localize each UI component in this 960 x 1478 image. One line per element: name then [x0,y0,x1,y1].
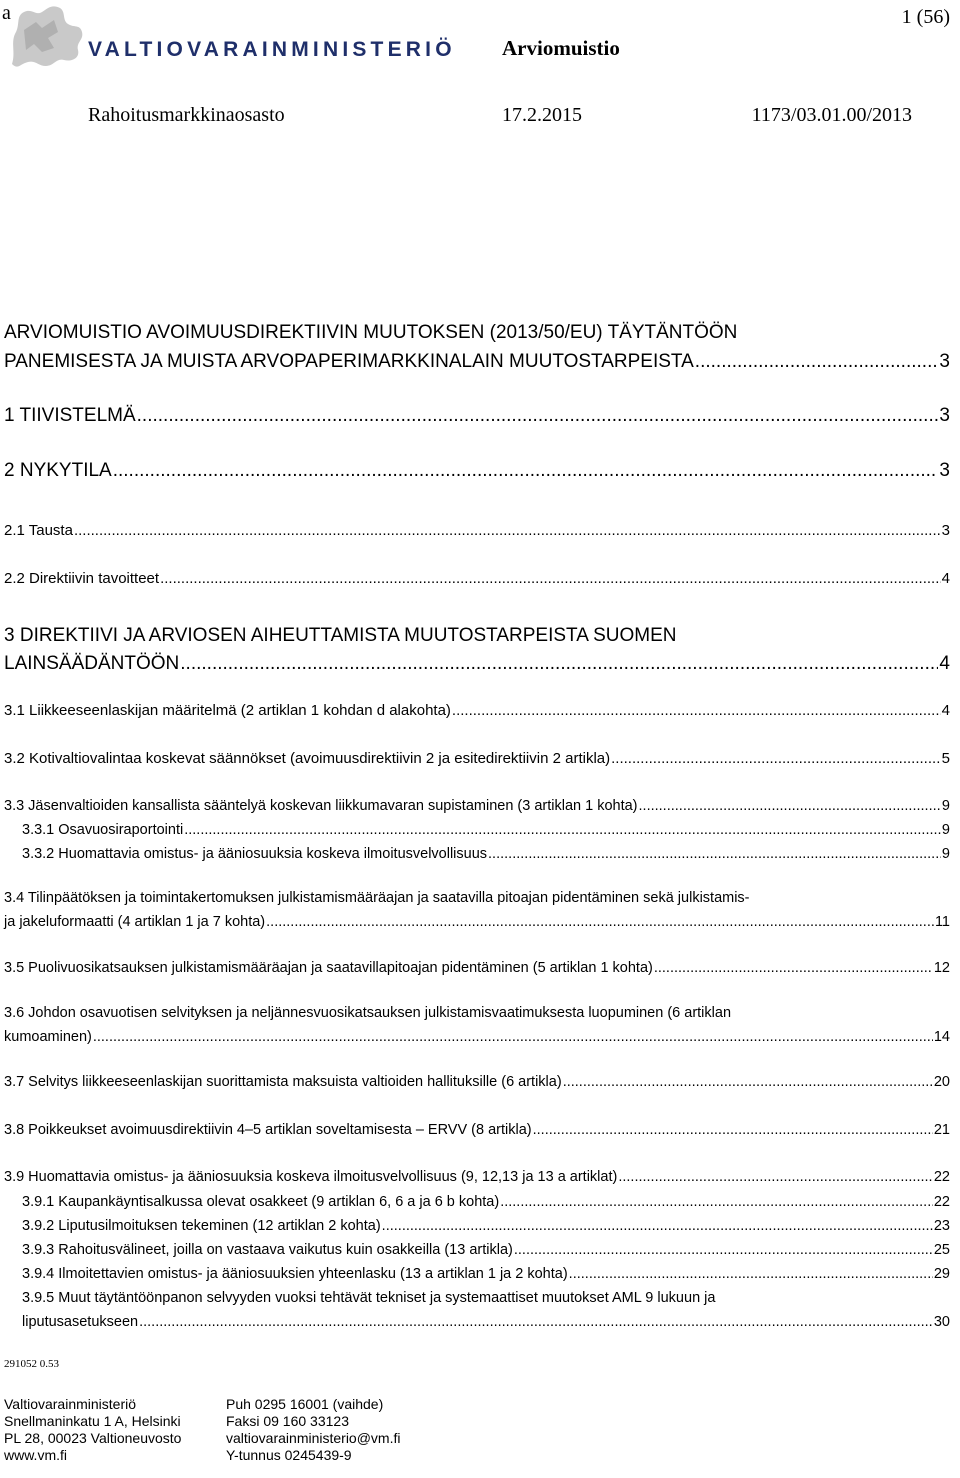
toc-page: 22 [933,1194,950,1210]
toc-entry-line[interactable]: ARVIOMUISTIO AVOIMUUSDIREKTIIVIN MUUTOKSEN (2013/50/EU) TÄYTÄNTÖÖN [4,322,738,343]
toc-entry-title: 3.9.1 Kaupankäyntisalkussa olevat osakkeet (9 artiklan 6, 6 a ja 6 b kohta) [22,1194,500,1210]
footer-fax: Faksi 09 160 33123 [226,1413,349,1429]
toc-entry-title: 3.9.3 Rahoitusvälineet, joilla on vastaava vaikutus kuin osakkeilla (13 artikla) [22,1242,513,1258]
toc-page: 4 [939,653,950,674]
toc-entry[interactable] [4,405,950,427]
toc-entry-title: kumoaminen) [4,1029,92,1045]
toc-entry-line[interactable]: 3.9.5 Muut täytäntöönpanon selvyyden vuoksi tehtävät tekniset ja systemaattiset muutokset AML 9 lukuun ja [22,1290,716,1306]
footer-contact-left [4,1396,181,1464]
toc-entry-title: 3.3.2 Huomattavia omistus- ja ääniosuuksia koskeva ilmoitusvelvollisuus [22,846,488,862]
date: 17.2.2015 [502,104,582,126]
footer-contact-right [226,1396,400,1464]
toc-page: 9 [941,798,950,814]
toc-entry-title: 3.1 Liikkeeseenlaskijan määritelmä (2 artiklan 1 kohdan d alakohta) [4,702,451,719]
toc-page: 5 [941,750,950,767]
toc-entry-title: 3.3 Jäsenvaltioiden kansallista sääntelyä koskevan liikkumavaran supistaminen (3 artiklan 1 kohta) [4,798,638,814]
toc-page: 4 [941,570,950,587]
toc-entry[interactable] [4,702,950,719]
toc-entry[interactable] [4,522,950,539]
corner-mark: a [2,2,11,24]
toc-entry-title: LAINSÄÄDÄNTÖÖN [4,653,180,674]
toc-entry[interactable] [4,750,950,767]
toc-entry-title: 2.1 Tausta [4,522,73,539]
toc-entry[interactable] [22,1266,950,1282]
toc-page: 4 [941,702,950,719]
toc-page: 21 [933,1122,950,1138]
toc-page: 12 [933,960,950,976]
toc-page: 30 [933,1314,950,1330]
toc-entry-title: 3.9.4 Ilmoitettavien omistus- ja ääniosuuksien yhteenlasku (13 a artiklan 1 ja 2 kohta) [22,1266,568,1282]
toc-entry[interactable] [4,960,950,976]
toc-entry[interactable] [4,460,950,482]
toc-entry-title: 3.5 Puolivuosikatsauksen julkistamismääräajan ja saatavillapitoajan pidentäminen (5 artiklan 1 kohta) [4,960,653,976]
toc-entry[interactable] [22,1314,950,1330]
toc-entry[interactable] [22,1218,950,1234]
toc-entry-title: 2 NYKYTILA [4,460,112,481]
ministry-logo-text: VALTIOVARAINMINISTERIÖ [88,38,456,61]
toc-page: 25 [933,1242,950,1258]
toc-page: 23 [933,1218,950,1234]
toc-entry[interactable] [22,1242,950,1258]
toc-entry[interactable] [4,1029,950,1045]
toc-entry[interactable] [4,798,950,814]
toc-entry[interactable] [4,914,950,930]
footer-email-link[interactable]: valtiovarainministerio@vm.fi [226,1430,401,1446]
document-title: Arviomuistio [502,36,620,60]
toc-entry[interactable] [4,1169,950,1185]
record-number: 1173/03.01.00/2013 [751,104,912,126]
toc-entry[interactable] [4,351,950,373]
toc-entry-title: ja jakeluformaatti (4 artiklan 1 ja 7 kohta) [4,914,266,930]
footer-postal-address: PL 28, 00023 Valtioneuvosto [4,1430,182,1446]
page-number: 1 (56) [901,6,950,28]
toc-entry-line[interactable]: 3.6 Johdon osavuotisen selvityksen ja neljännesvuosikatsauksen julkistamisvaatimuksesta luopuminen (6 artiklan [4,1005,732,1021]
toc-page: 3 [939,460,950,481]
toc-page: 3 [939,351,950,372]
toc-entry[interactable] [22,846,950,862]
coat-of-arms-logo [2,2,88,72]
toc-page: 29 [933,1266,950,1282]
footer-website-link[interactable]: www.vm.fi [4,1447,67,1463]
toc-entry-title: 2.2 Direktiivin tavoitteet [4,570,160,587]
footer-ministry-name: Valtiovarainministeriö [4,1396,137,1412]
footer-business-id: Y-tunnus 0245439-9 [226,1447,352,1463]
toc-page: 14 [933,1029,950,1045]
toc-entry-title: 3.9 Huomattavia omistus- ja ääniosuuksia koskeva ilmoitusvelvollisuus (9, 12,13 ja 13 a artiklat) [4,1169,618,1185]
toc-entry-title: 1 TIIVISTELMÄ [4,405,136,426]
footer-street-address: Snellmaninkatu 1 A, Helsinki [4,1413,181,1429]
toc-page: 9 [941,822,950,838]
footer-phone: Puh 0295 16001 (vaihde) [226,1396,384,1412]
toc-entry-line[interactable]: 3.4 Tilinpäätöksen ja toimintakertomuksen julkistamismääräajan ja saatavilla pitoajan pidentäminen sekä julkistamis- [4,890,750,906]
toc-page: 11 [934,914,950,930]
toc-entry-title: 3.8 Poikkeukset avoimuusdirektiivin 4–5 artiklan soveltamisesta – ERVV (8 artikla) [4,1122,532,1138]
toc-entry-title: 3.3.1 Osavuosiraportointi [22,822,184,838]
toc-page: 3 [939,405,950,426]
toc-page: 20 [933,1074,950,1090]
toc-entry-title: 3.2 Kotivaltiovalintaa koskevat säännökset (avoimuusdirektiivin 2 ja esitedirektiivin 2 artikla) [4,750,611,767]
toc-entry-title: 3.7 Selvitys liikkeeseenlaskijan suorittamista maksuista valtioiden hallituksille (6 artikla) [4,1074,562,1090]
toc-entry[interactable] [4,653,950,675]
toc-entry[interactable] [22,1194,950,1210]
toc-entry[interactable] [4,1074,950,1090]
form-code: 291052 0.53 [4,1358,59,1370]
toc-entry-title: 3.9.2 Liputusilmoituksen tekeminen (12 artiklan 2 kohta) [22,1218,381,1234]
toc-page: 9 [941,846,950,862]
toc-entry[interactable] [22,822,950,838]
toc-entry[interactable] [4,570,950,587]
department: Rahoitusmarkkinaosasto [88,104,285,126]
toc-entry-title: PANEMISESTA JA MUISTA ARVOPAPERIMARKKINALAIN MUUTOSTARPEISTA [4,351,694,372]
toc-entry[interactable] [4,1122,950,1138]
toc-page: 3 [941,522,950,539]
toc-entry-line[interactable]: 3 DIREKTIIVI JA ARVIOSEN AIHEUTTAMISTA MUUTOSTARPEISTA SUOMEN [4,625,677,646]
toc-page: 22 [933,1169,950,1185]
toc-entry-title: liputusasetukseen [22,1314,139,1330]
